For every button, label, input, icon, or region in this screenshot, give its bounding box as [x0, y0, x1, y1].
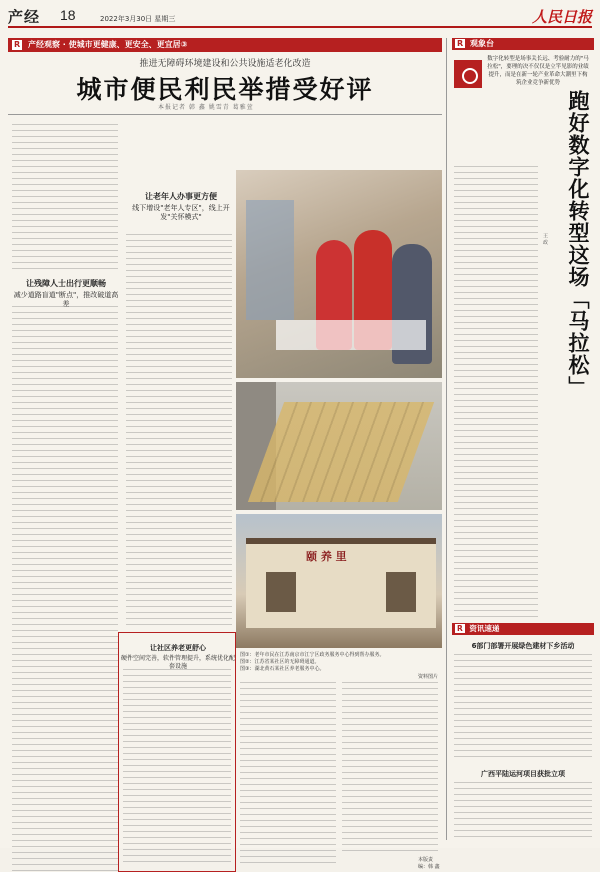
photo-service-center	[236, 170, 442, 378]
sidebar-box-title: 让社区养老更舒心	[150, 644, 206, 652]
subsection-title-2	[126, 191, 236, 222]
opinion-title: 跑好数字化转型这场「马拉松」	[566, 90, 591, 398]
subsection-title-1	[12, 278, 120, 309]
subsection-title-1-second: 减少道路盲道"断点"，推改破道高差	[13, 291, 119, 308]
masthead	[8, 6, 592, 28]
opinion-column	[452, 38, 594, 840]
opinion-author: 王 政	[542, 233, 548, 245]
divider	[8, 114, 442, 115]
news-brief-text: 资讯速递	[469, 624, 500, 633]
caption-line-2: 图②：江苏省某社区的无障碍通道。	[240, 659, 320, 665]
subsection-title-1-main: 让残障人士出行更顺畅	[26, 279, 106, 288]
subsection-title-2-second: 线下增设"老年人专区"，线上开发"关怀模式"	[132, 204, 230, 221]
banner-text: 产经观察 · 使城市更健康、更安全、更宜居③	[27, 40, 188, 49]
news-brief-tag: R	[457, 624, 463, 633]
photo-caption	[240, 652, 438, 681]
sidebar-box-text	[123, 669, 231, 867]
body-column-1b	[12, 306, 118, 872]
feature-banner	[8, 38, 442, 52]
caption-line-3: 图③：湖北黄石某社区养老服务中心。	[240, 666, 325, 672]
opinion-banner-tag: R	[457, 39, 464, 48]
subsection-title-2-main: 让老年人办事更方便	[145, 192, 217, 201]
opinion-banner-text: 观象台	[469, 39, 494, 48]
column-logo-icon	[454, 60, 482, 88]
article-byline: 本报记者 韩 鑫 姚雪青 葛雅萱	[158, 104, 254, 111]
article-headline: 城市便民利民举措受好评	[76, 75, 374, 104]
body-column-1a	[12, 124, 118, 274]
body-column-3	[240, 682, 336, 864]
section-name: 产经	[8, 8, 41, 26]
caption-line-1: 图①：老年市民在江苏南京市江宁区政务服务中心得到帮办服务。	[240, 652, 385, 658]
body-column-4	[342, 682, 438, 852]
news-item-2-text	[454, 782, 592, 838]
opinion-lede: 数字化转型是场事关长远、考验耐力的"马拉松"，要理的决不仅仅是立竿见影的业绩提升，而是在新一轮产业革命大潮里下构筑企业竞争新优势	[487, 56, 589, 86]
news-item-2-title: 广西平陆运河项目获批立项	[481, 770, 565, 778]
newspaper-logo: 人民日报	[531, 8, 592, 26]
news-brief-banner	[452, 623, 594, 635]
sidebar-box	[118, 632, 236, 872]
column-divider	[446, 38, 447, 840]
opinion-banner	[452, 38, 594, 50]
banner-tag: R	[14, 40, 21, 49]
feature-article	[8, 38, 442, 870]
article-subhead: 推进无障碍环境建设和公共设施适老化改造	[139, 59, 311, 69]
body-column-2	[126, 234, 232, 626]
news-item-1-text	[454, 654, 592, 760]
opinion-body-text	[454, 166, 538, 618]
issue-date: 2022年3月30日 星期三	[100, 15, 176, 23]
page-number: 18	[60, 7, 76, 23]
news-item-1-title: 6部门部署开展绿色建材下乡活动	[471, 642, 575, 650]
photo-accessible-path	[236, 382, 442, 510]
sidebar-box-subtitle: 硬件空间完善，软件管理提升，系统优化配套设施	[121, 655, 236, 670]
photo-elderly-care-center: 颐 养 里	[236, 514, 442, 648]
editor-signature: 本版责编：韩 鑫	[418, 857, 440, 870]
caption-credit: 资料图片	[417, 674, 438, 680]
